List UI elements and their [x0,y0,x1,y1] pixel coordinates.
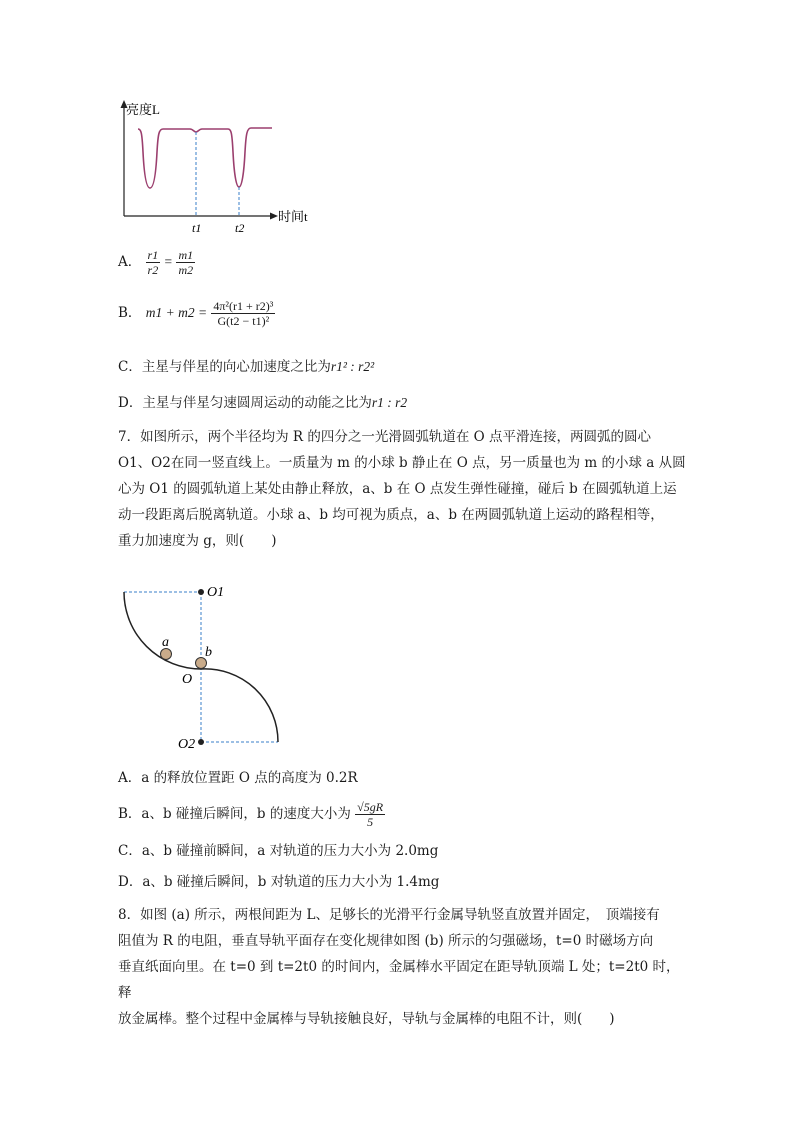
q8-line-1: 8．如图 (a) 所示，两根间距为 L、足够长的光滑平行金属导轨竖直放置并固定， 顶端接有 [118,907,660,923]
ball-a [161,649,172,660]
q8-line-2: 阻值为 R 的电阻，垂直导轨平面存在变化规律如图 (b) 所示的匀强磁场，t=0 时磁场方向 [118,933,654,949]
o1-label: O1 [207,585,225,600]
q6-option-a: A． $\frac{r1}{r2}$ = $\frac{m1}{m2}$ [118,248,194,277]
q8-line-3: 垂直纸面向里。在 t=0 到 t=2t0 的时间内，金属棒水平固定在距导轨顶端 L 处；t=2t0 时，释 [118,959,680,1001]
o2-label: O2 [178,737,196,752]
q7-option-d: D．a、b 碰撞后瞬间，b 对轨道的压力大小为 1.4mg [118,874,440,890]
arc-track-diagram [115,580,300,755]
q7-line-1: 7．如图所示，两个半径均为 R 的四分之一光滑圆弧轨道在 O 点平滑连接，两圆弧的圆心 [118,429,651,445]
y-axis-label: 亮度L [126,102,160,117]
q7-line-3: 心为 O1 的圆弧轨道上某处由静止释放，a、b 在 O 点发生弹性碰撞，碰后 b 在圆弧轨道上运 [118,481,677,497]
question-8-stem [118,902,688,1032]
brightness-time-graph [110,92,330,242]
q6-option-c: C．主星与伴星的向心加速度之比为r1² : r2² [118,359,375,375]
q6-option-d: D．主星与伴星匀速圆周运动的动能之比为r1 : r2 [118,395,408,411]
x-axis-label: 时间t [278,209,308,224]
q7-line-2: O1、O2在同一竖直线上。一质量为 m 的小球 b 静止在 O 点，另一质量也为 m 的小球 a 从圆 [118,455,686,471]
t2-label: t2 [235,221,245,235]
o-label: O [182,672,193,687]
q7-line-4: 动一段距离后脱离轨道。小球 a、b 均可视为质点，a、b 在两圆弧轨道上运动的路程相等， [118,507,664,523]
a-label: a [162,635,169,650]
q7-option-a: A．a 的释放位置距 O 点的高度为 0.2R [118,770,358,786]
b-label: b [205,645,212,660]
brightness-curve [138,128,272,188]
question-7-stem [118,424,688,554]
q7-line-5: 重力加速度为 g，则( ) [118,533,277,549]
t1-label: t1 [192,221,202,235]
o1-center-point [198,589,204,595]
q7-option-c: C．a、b 碰撞前瞬间，a 对轨道的压力大小为 2.0mg [118,843,439,859]
q6-option-b: B． m1 + m2 = $\frac{\text{4π²(r1 + r2)³}}{\text{G(t2 − t1)²}}$ [118,299,274,328]
q8-line-4: 放金属棒。整个过程中金属棒与导轨接触良好，导轨与金属棒的电阻不计，则( ) [118,1011,615,1027]
q7-option-b: B．a、b 碰撞后瞬间，b 的速度大小为 $\frac{√5gR}{5}$ [118,800,384,829]
o2-center-point [198,739,204,745]
lower-arc-track [201,669,278,742]
